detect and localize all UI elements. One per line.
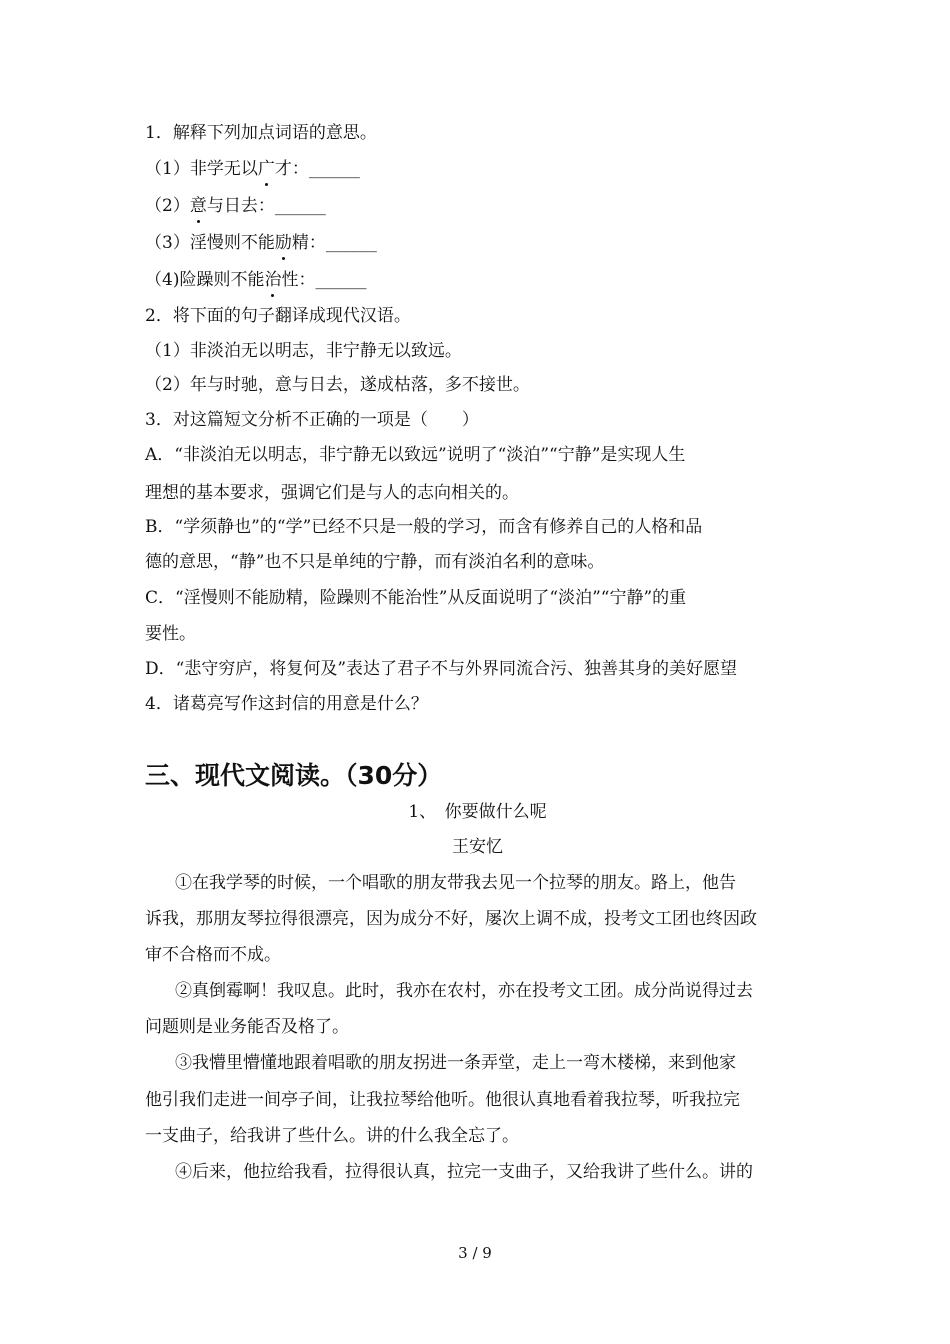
q3-line-6: 要性。 xyxy=(145,624,196,644)
article-author: 王安忆 xyxy=(452,837,503,857)
paragraph-line-5: 问题则是业务能否及格了。 xyxy=(145,1017,349,1037)
paragraph-line-6: ③我懵里懵懂地跟着唱歌的朋友拐进一条弄堂，走上一弯木楼梯，来到他家 xyxy=(175,1053,736,1073)
paragraph-line-2: 诉我，那朋友琴拉得很漂亮，因为成分不好，屡次上调不成，投考文工团也终因政 xyxy=(145,909,757,929)
q4-title: 4．诸葛亮写作这封信的用意是什么？ xyxy=(145,694,428,714)
paragraph-line-9: ④后来，他拉给我看，拉得很认真，拉完一支曲子，又给我讲了些什么。讲的 xyxy=(175,1162,753,1182)
paragraph-line-4: ②真倒霉啊！我叹息。此时，我亦在农村，亦在投考文工团。成分尚说得过去 xyxy=(175,981,753,1001)
q3-line-2: 理想的基本要求，强调它们是与人的志向相关的。 xyxy=(145,483,519,503)
q1-item-4 xyxy=(145,268,810,292)
q1-item-3-pre: （3）淫慢则不能 xyxy=(145,233,275,253)
q1-item-1-post: 才：______ xyxy=(274,159,360,179)
q3-title: 3．对这篇短文分析不正确的一项是（ ） xyxy=(145,410,479,430)
paragraph-line-8: 一支曲子，给我讲了些什么。讲的什么我全忘了。 xyxy=(145,1126,519,1146)
q1-item-1 xyxy=(145,157,810,181)
q1-item-2-pre: （2） xyxy=(145,196,190,216)
q3-line-7: D．“悲守穷庐，将复何及”表达了君子不与外界同流合污、独善其身的美好愿望 xyxy=(145,659,738,679)
q2-item-1: （1）非淡泊无以明志，非宁静无以致远。 xyxy=(145,341,462,361)
q1-item-2 xyxy=(145,194,810,218)
q2-item-2: （2）年与时驰，意与日去，遂成枯落，多不接世。 xyxy=(145,375,530,395)
q3-line-5: C．“淫慢则不能励精，险躁则不能治性”从反面说明了“淡泊”“宁静”的重 xyxy=(145,588,687,608)
q1-item-2-post: 与日去：______ xyxy=(206,196,326,216)
q3-line-4: 德的意思，“静”也不只是单纯的宁静，而有淡泊名利的意味。 xyxy=(145,552,605,572)
paragraph-line-7: 他引我们走进一间亭子间，让我拉琴给他听。他很认真地看着我拉琴，听我拉完 xyxy=(145,1090,740,1110)
q1-item-4-pre: （4)险躁则不能 xyxy=(145,270,265,290)
q1-item-1-pre: （1）非学无以 xyxy=(145,159,258,179)
paragraph-line-3: 审不合格而不成。 xyxy=(145,945,281,965)
q1-item-4-dotted-word: 治 xyxy=(264,270,282,290)
section-heading: 三、现代文阅读。（30分） xyxy=(145,761,443,790)
q2-title: 2．将下面的句子翻译成现代汉语。 xyxy=(145,306,411,326)
q3-line-3: B．“学须静也”的“学”已经不只是一般的学习，而含有修养自己的人格和品 xyxy=(145,517,703,537)
q1-item-3 xyxy=(145,231,810,255)
q1-title: 1．解释下列加点词语的意思。 xyxy=(145,123,377,143)
q3-line-1: A．“非淡泊无以明志，非宁静无以致远”说明了“淡泊”“宁静”是实现人生 xyxy=(145,445,686,465)
q1-item-3-dotted-word: 励 xyxy=(274,233,292,253)
page-number: 3 / 9 xyxy=(458,1244,492,1262)
q1-item-2-dotted-word: 意 xyxy=(189,196,207,216)
q1-item-3-post: 精：______ xyxy=(291,233,377,253)
paragraph-line-1: ①在我学琴的时候，一个唱歌的朋友带我去见一个拉琴的朋友。路上，他告 xyxy=(175,873,736,893)
q1-item-1-dotted-word: 广 xyxy=(257,159,275,179)
article-title: 1、 你要做什么呢 xyxy=(408,802,547,822)
q1-item-4-post: 性：______ xyxy=(281,270,367,290)
